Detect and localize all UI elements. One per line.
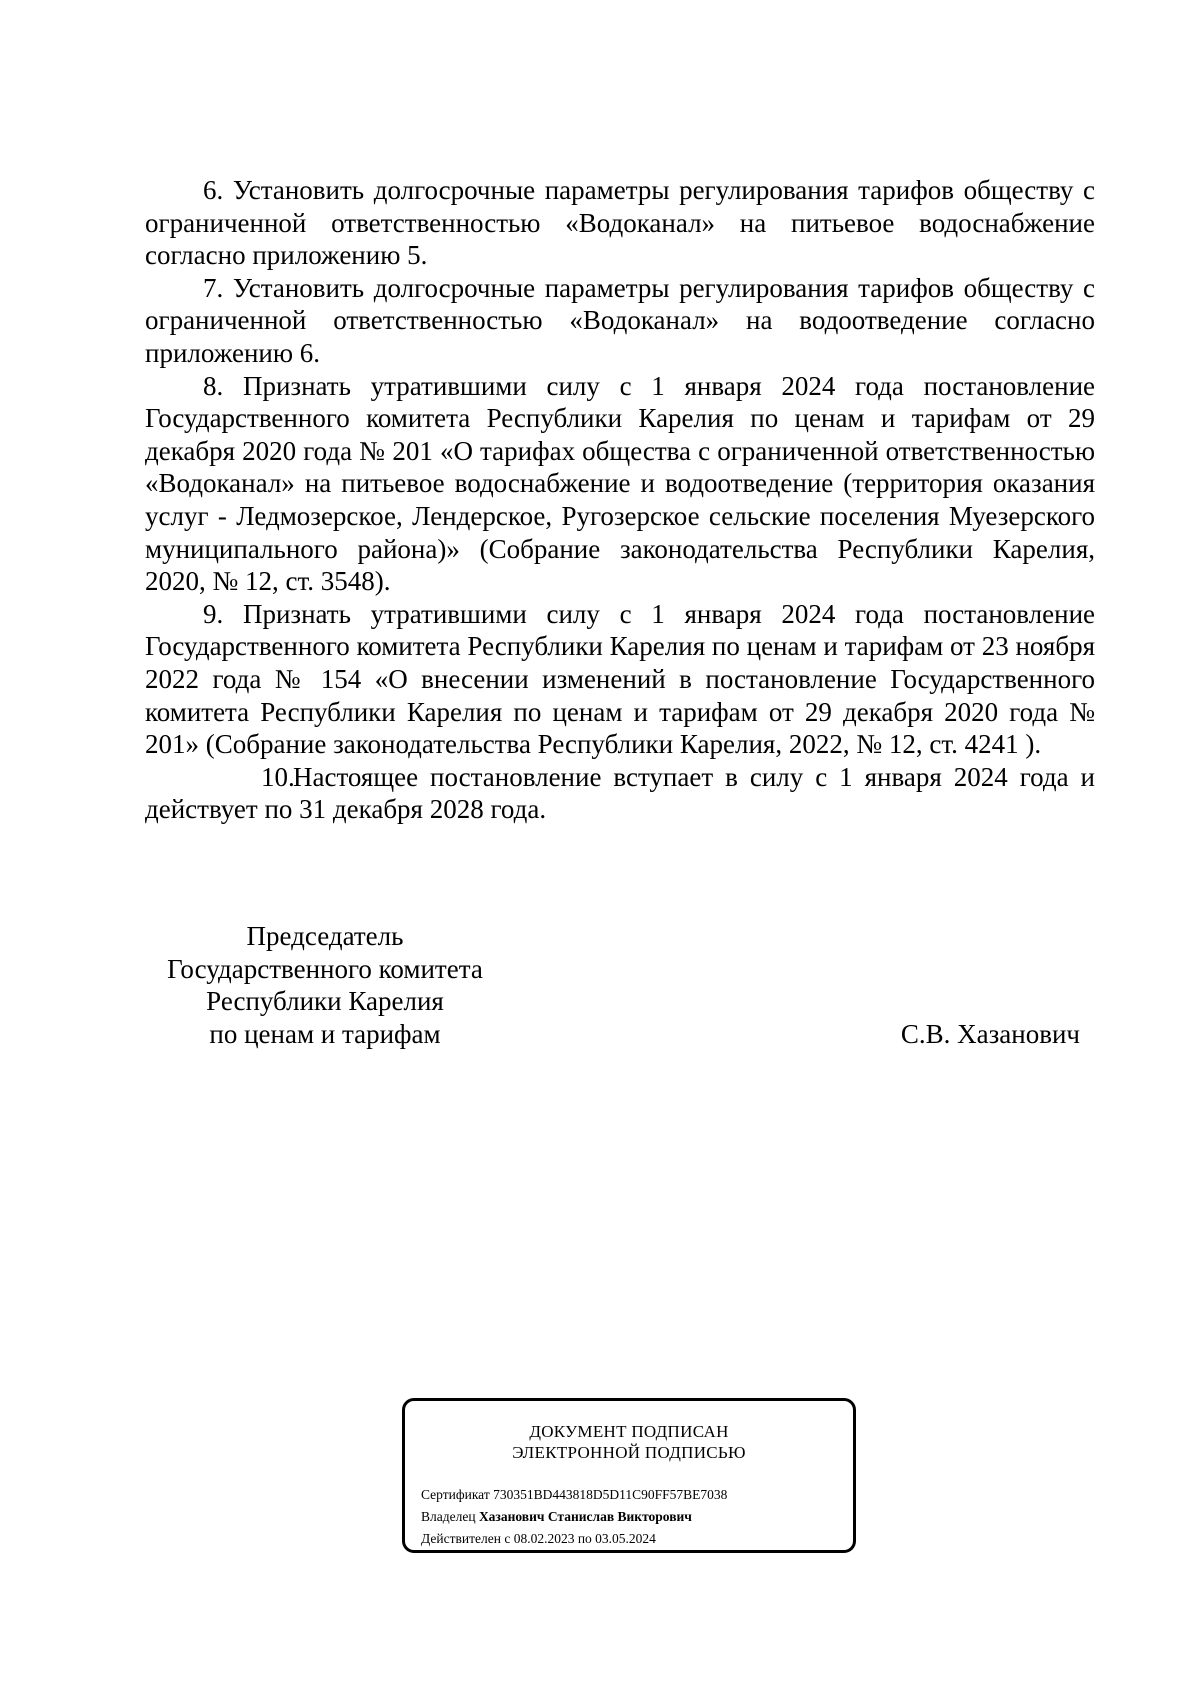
paragraph-text: Настоящее постановление вступает в силу с 1 января 2024 года и действует по 31 декабря 2028 года.	[145, 761, 1095, 825]
paragraph-text: Установить долгосрочные параметры регулирования тарифов обществу с ограниченной ответственностью «Водоканал» на водоотведение согласно приложению 6.	[145, 272, 1095, 368]
valid-to-prefix: по	[577, 1531, 592, 1546]
paragraph-number: 10.	[261, 761, 295, 792]
paragraph-number: 9.	[203, 598, 224, 629]
position-line: Государственного комитета	[167, 953, 483, 984]
certificate-value: 730351BD443818D5D11C90FF57BE7038	[493, 1487, 728, 1502]
position-line: Республики Карелия	[206, 986, 444, 1017]
position-line: по ценам и тарифам	[209, 1018, 441, 1049]
paragraph-text: Установить долгосрочные параметры регулирования тарифов обществу с ограниченной ответственностью «Водоканал» на питьевое водоснабжение согласно приложению 5.	[145, 175, 1095, 271]
owner-label: Владелец	[421, 1509, 476, 1524]
paragraph-text: Признать утратившими силу с 1 января 2024 года постановление Государственного комитета Республики Карелия по ценам и тарифам от 29 декабря 2020 года № 201 «О тарифах общества с ограниченной ответственностью «Водоканал» на питьевое водоснабжение и водоотведение (территория оказания услуг - Ледмозерское, Лендерское, Ругозерское сельские поселения Муезерского муниципального района)» (Собрание законодательства Республики Карелия, 2020, № 12, ст. 3548).	[145, 370, 1095, 597]
paragraph-6	[145, 174, 1095, 272]
valid-to-date: 03.05.2024	[595, 1531, 656, 1546]
paragraph-number: 7.	[203, 272, 224, 303]
paragraph-10	[145, 761, 1095, 826]
stamp-owner-line	[421, 1506, 727, 1528]
stamp-details	[421, 1484, 727, 1550]
paragraph-9	[145, 598, 1095, 761]
paragraph-text: Признать утратившими силу с 1 января 2024 года постановление Государственного комитета Республики Карелия по ценам и тарифам от 23 ноября 2022 года № 154 «О внесении изменений в постановление Государственного комитета Республики Карелия по ценам и тарифам от 29 декабря 2020 года № 201» (Собрание законодательства Республики Карелия, 2022, № 12, ст. 4241 ).	[145, 598, 1095, 760]
stamp-validity-line	[421, 1528, 727, 1550]
position-line: Председатель	[246, 921, 404, 951]
stamp-title	[405, 1421, 853, 1463]
valid-from-prefix: с	[504, 1531, 511, 1546]
paragraph-number: 8.	[203, 370, 224, 401]
valid-from-date: 08.02.2023	[513, 1531, 575, 1546]
paragraph-8	[145, 370, 1095, 598]
certificate-label: Сертификат	[421, 1487, 490, 1502]
signatory-name: С.В. Хазанович	[900, 1018, 1080, 1049]
owner-value: Хазанович Станислав Викторович	[478, 1509, 692, 1524]
electronic-signature-stamp	[402, 1398, 856, 1553]
valid-label: Действителен	[421, 1531, 501, 1546]
paragraph-number: 6.	[203, 175, 224, 205]
stamp-certificate-line	[421, 1484, 727, 1506]
document-body	[145, 174, 1095, 826]
stamp-title-line: ЭЛЕКТРОННОЙ ПОДПИСЬЮ	[512, 1443, 746, 1462]
stamp-title-line: ДОКУМЕНТ ПОДПИСАН	[529, 1422, 729, 1441]
paragraph-7	[145, 272, 1095, 370]
signatory-position	[145, 920, 505, 1050]
